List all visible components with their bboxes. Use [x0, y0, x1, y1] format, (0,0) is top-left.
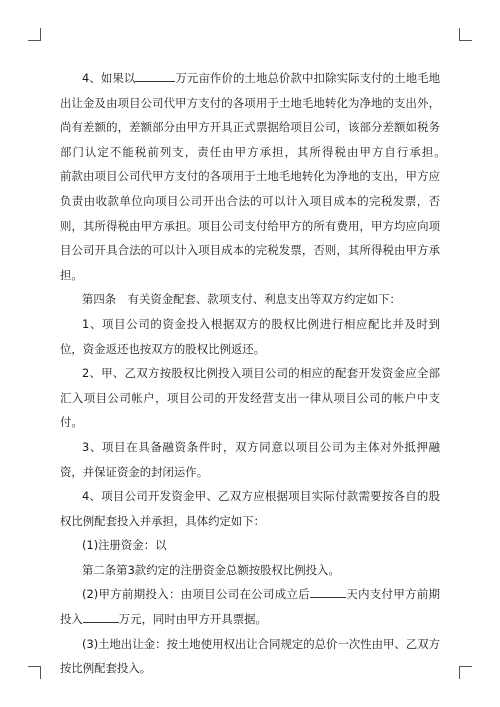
crop-mark-bottom-left: [28, 666, 41, 679]
text: 万元亩作价的土地总价款中扣除实际支付的土地毛地出让金及由项目公司代甲方支付的各项用于土地毛地转化为净地的支出外，尚有差额的，差额部分由甲方开具正式票据给项目公司，该部分差额如税务部门认定不能税前列支，责任由甲方承担，其所得税由甲方自行承担。 前款由项目公司代甲方支付的各项用于土地毛地转化为净地的支出，甲方应负责由收款单位向项目公司开出合法的可以计入项目成本的完税发票，否则，其所得税由甲方承担。项目公司支付给甲方的所有费用，甲方均应向项目公司开具合法的可以计入项目成本的完税发票，否则，其所得税由甲方承担。: [60, 71, 463, 282]
paragraph-item-4: 4、项目公司开发资金甲、乙双方应根据项目实际付款需要按各自的股权比例配套投入并承担，具体约定如下：: [60, 489, 440, 528]
text: 4、如果以: [82, 71, 136, 85]
paragraph-item-3: 3、项目在具备融资条件时，双方同意以项目公司为主体对外抵押融资，并保证资金的封闭运作。: [60, 439, 440, 479]
text: 天内支付甲方前期投入: [60, 587, 440, 627]
blank-field: [83, 610, 119, 623]
paragraph-land-price: [60, 66, 463, 287]
text: 万元，同时由甲方开具票据。: [118, 612, 267, 627]
paragraph-article-2-ref: 第二条第3款约定的注册资金总额按股权比例投入。: [82, 562, 340, 577]
crop-mark-bottom-right: [459, 666, 472, 679]
text: (2)甲方前期投入：由项目公司在公司成立后: [82, 587, 310, 602]
blank-field: [135, 69, 175, 82]
crop-mark-top-right: [459, 28, 472, 41]
paragraph-article-4: 第四条 有关资金配套、款项支付、利息支出等双方约定如下：: [82, 292, 401, 307]
paragraph-land-transfer-fee: (3)土地出让金：按土地使用权出让合同规定的总价一次性由甲、乙双方按比例配套投入。: [60, 636, 440, 676]
blank-field: [310, 585, 346, 598]
paragraph-registered-capital: (1)注册资金：以: [82, 538, 167, 553]
paragraph-item-2: 2、甲、乙双方按股权比例投入项目公司的相应的配套开发资金应全部汇入项目公司帐户，项目公司的开发经营支出一律从项目公司的帐户中支付。: [60, 366, 440, 430]
paragraph-item-1: 1、项目公司的资金投入根据双方的股权比例进行相应配比并及时到位，资金返还也按双方的股权比例返还。: [60, 316, 440, 356]
crop-mark-top-left: [28, 28, 41, 41]
paragraph-preliminary-investment: [60, 582, 440, 631]
document-body: [60, 66, 463, 681]
